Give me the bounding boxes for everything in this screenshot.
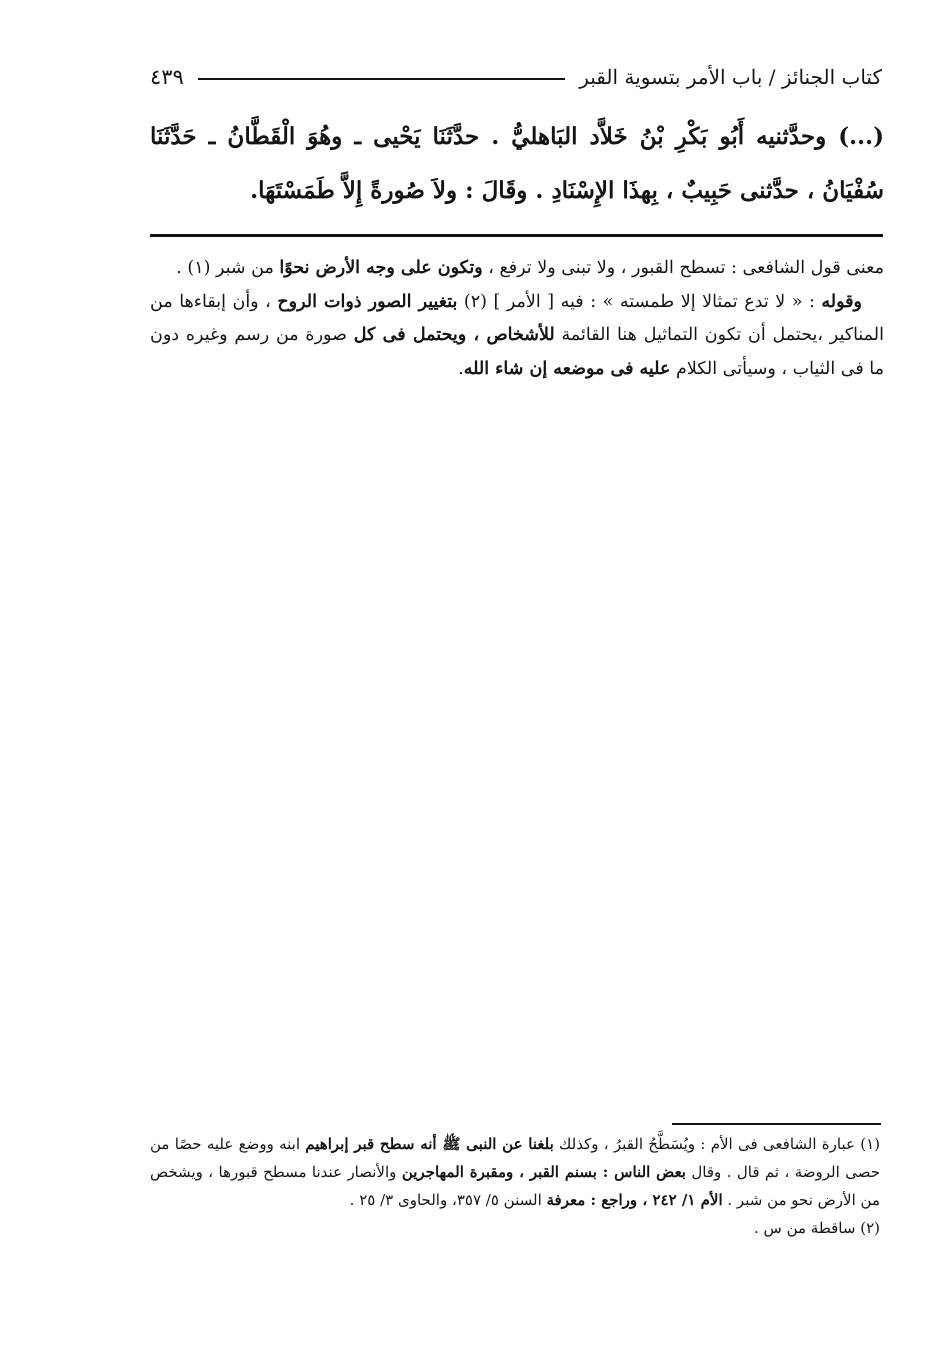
commentary-p2-bold-a: بتغيير الصور ذوات الروح xyxy=(277,291,458,312)
hadith-text: (...) وحدَّثنيه أَبُو بَكْرِ بْنُ خَلاَّد البَاهليُّ . حدَّثَنَا يَحْيى ـ وهُوَ الْقَطَّانُ ـ حَدَّثَنَا سُفْيَانُ ، حدَّثنى حَبِيبٌ ، بِهذَا الإِسْنَادِ . وقَالَ : ولاَ صُورةً إِلاَّ طَمَسْتَهَا. xyxy=(150,123,884,204)
commentary-p2-rest-b: ، وأن إبقاءها من المناكير ،يحتمل أن تكون التماثيل هنا القائمة xyxy=(150,291,884,345)
footnote-1 xyxy=(150,1130,880,1214)
commentary-p1-end: من شبر (١) . xyxy=(176,258,280,278)
footnote-1-a: (١) عبارة الشافعى فى الأم : ويُسَطَّحُ القبرُ ، وكذلك xyxy=(553,1135,880,1153)
footnotes xyxy=(150,1130,880,1242)
main-separator xyxy=(150,234,883,237)
commentary-p1-bold: وتكون على وجه الأرض نحوًا xyxy=(279,258,483,278)
commentary xyxy=(150,252,884,386)
footnote-1-f: الأم ١/ ٢٤٢ ، وراجع : معرفة xyxy=(546,1191,723,1209)
footnote-rule xyxy=(672,1123,881,1125)
commentary-paragraph-2 xyxy=(150,286,884,387)
commentary-p2-bold-c: عليه فى موضعه إن شاء الله xyxy=(463,358,671,379)
footnote-1-b: بلغنا عن النبى ﷺ أنه سطح قبر إبراهيم xyxy=(305,1135,554,1153)
commentary-p1-start: معنى قول الشافعى : تسطح القبور ، ولا تبنى ولا ترفع ، xyxy=(482,258,884,278)
page-number: ٤٣٩ xyxy=(150,64,184,89)
footnote-1-g: السنن ٥/ ٣٥٧، والحاوى ٣/ ٢٥ . xyxy=(349,1191,547,1209)
commentary-p2-bold-b: للأشخاص ، ويحتمل فى كل xyxy=(353,325,555,345)
commentary-paragraph-1 xyxy=(150,252,884,286)
commentary-p2-rest-a: : « لا تدع تمثالا إلا طمسته » : فيه [ الأمر ] (٢) xyxy=(457,291,822,312)
footnote-1-e: والأنصار عندنا مسطح قبورها ، ويشخص من الأرض نحو من شبر . xyxy=(150,1163,880,1209)
commentary-p2-rest-c: صورة من رسم وغيره دون ما فى الثياب ، وسيأتى الكلام xyxy=(150,325,884,379)
footnote-1-c: ابنه ووضع عليه حصًا من حصى الروضة ، ثم قال . وقال xyxy=(150,1135,880,1181)
footnote-1-d: بعض الناس : بسنم القبر ، ومقبرة المهاجرين xyxy=(401,1163,686,1181)
header-rule xyxy=(198,78,565,80)
commentary-p2-lead: وقوله xyxy=(821,291,862,312)
footnote-2: (٢) ساقطة من س . xyxy=(753,1219,880,1237)
running-header xyxy=(150,60,882,94)
commentary-p2-end: . xyxy=(458,358,464,379)
running-title: كتاب الجنائز / باب الأمر بتسوية القبر xyxy=(579,65,882,89)
